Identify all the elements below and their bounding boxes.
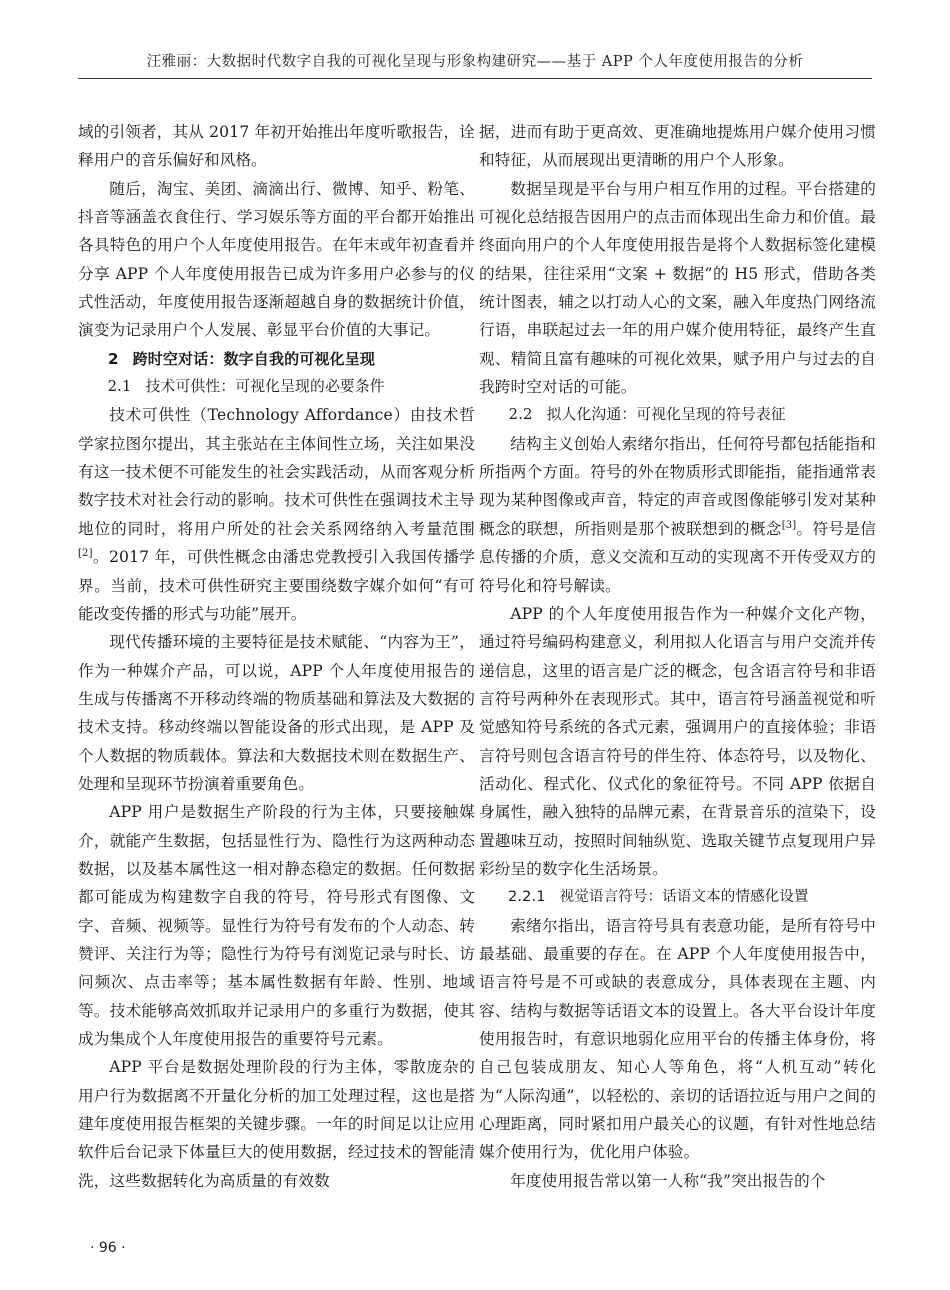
paragraph: 索绪尔指出，语言符号具有表意功能，是所有符号中最基础、最重要的存在。在 APP 个人年度使用报告中，语言符号是不可或缺的表意成分，具体表现在主题、内容、结构与数据等话语文本的设置上。各大平台设计年度使用报告时，有意识地弱化应用平台的传播主体身份，将自己包装成朋友、知心人等角色，将“人机互动”转化为“人际沟通”，以轻松的、亲切的话语拉近与用户之间的心理距离，同时紧扣用户最关心的议题，有针对性地总结媒介使用行为，优化用户体验。: [479, 916, 876, 1162]
subsubsection-number: 2.2.1: [508, 889, 546, 906]
running-header: [78, 50, 872, 71]
paragraph: 随后，淘宝、美团、滴滴出行、微博、知乎、粉笔、抖音等涵盖衣食住行、学习娱乐等方面的平台都开始推出各具特色的用户个人年度使用报告。在年末或年初查看并分享 APP 个人年度使用报告已成为许多用户必参与的仪式性活动，年度使用报告逐渐超越自身的数据统计价值，演变为记录用户个人发展、彰显平台价值的大事记。: [78, 179, 475, 340]
subsection-number: 2.1: [107, 378, 132, 396]
subsection-number: 2.2: [508, 406, 533, 424]
subsection-heading: [479, 401, 876, 429]
section-title: 跨时空对话：数字自我的可视化呈现: [132, 349, 375, 368]
citation-ref: [2]: [78, 548, 93, 560]
subsection-heading: [78, 373, 475, 401]
subsection-title: 拟人化沟通：可视化呈现的符号表征: [546, 406, 786, 424]
page-number: · 96 ·: [90, 1240, 126, 1256]
paragraph: 域的引领者，其从 2017 年初开始推出年度听歌报告，诠释用户的音乐偏好和风格。: [78, 123, 475, 170]
subsubsection-heading: [479, 883, 876, 911]
paragraph: [479, 430, 876, 600]
paragraph: 现代传播环境的主要特征是技术赋能、“内容为王”，作为一种媒介产品，可以说，APP 个人年度使用报告的生成与传播离不开移动终端的物质基础和算法及大数据的技术支持。移动终端以智能设备的形式出现，是 APP 及个人数据的物质载体。算法和大数据技术则在数据生产、处理和呈现环节扮演着重要角色。: [78, 633, 475, 793]
subsection-title: 技术可供性：可视化呈现的必要条件: [145, 378, 385, 396]
paragraph: 数据呈现是平台与用户相互作用的过程。平台搭建的可视化总结报告因用户的点击而体现出生命力和价值。最终面向用户的个人年度使用报告是将个人数据标签化建模的结果，往往采用“文案 + 数据”的 H5 形式，借助各类统计图表，辅之以打动人心的文案，融入年度热门网络流行语，串联起过去一年的用户媒介使用特征，最终产生直观、精简且富有趣味的可视化效果，赋予用户与过去的自我跨时空对话的可能。: [479, 179, 876, 397]
paragraph: APP 用户是数据生产阶段的行为主体，只要接触媒介，就能产生数据，包括显性行为、隐性行为这两种动态数据，以及基本属性这一相对静态稳定的数据。任何数据都可能成为构建数字自我的符号，符号形式有图像、文字、音频、视频等。显性行为符号有发布的个人动态、转赞评、关注行为等；隐性行为符号有浏览记录与时长、访问频次、点击率等；基本属性数据有年龄、性别、地域等。技术能够高效抓取并记录用户的多重行为数据，使其成为集成个人年度使用报告的重要符号元素。: [78, 803, 475, 1048]
section-number: 2: [108, 349, 119, 368]
paragraph: APP 的个人年度使用报告作为一种媒介文化产物，通过符号编码构建意义，利用拟人化语言与用户交流并传递信息，这里的语言是广泛的概念，包含语言符号和非语言符号两种外在表现形式。其中，语言符号涵盖视觉和听觉感知符号系统的各式元素，强调用户的直接体验；非语言符号则包含语言符号的伴生符、体态符号，以及物化、活动化、程式化、仪式化的象征符号。不同 APP 依据自身属性，融入独特的品牌元素，在背景音乐的渲染下，设置趣味互动，按照时间轴纵览、选取关键节点复现用户异彩纷呈的数字化生活场景。: [479, 604, 876, 878]
header-rule: [78, 78, 872, 79]
running-title: 汪雅丽：大数据时代数字自我的可视化呈现与形象构建研究——基于 APP 个人年度使用报告的分析: [146, 54, 804, 70]
paragraph: [78, 401, 475, 628]
paragraph-text: 。符号是信息传播的介质，意义交流和互动的实现离不开传受双方的符号化和符号解读。: [479, 519, 876, 595]
right-column: [479, 118, 876, 1195]
paragraph: APP 平台是数据处理阶段的行为主体，零散庞杂的用户行为数据离不开量化分析的加工处理过程，这也是搭建年度使用报告框架的关键步骤。一年的时间足以让应用软件后台记录下体量巨大的使用数据，经过技术的智能清洗，这些数据转化为高质量的有效数: [78, 1058, 475, 1190]
paragraph: 年度使用报告常以第一人称“我”突出报告的个: [510, 1171, 826, 1190]
subsubsection-title: 视觉语言符号：话语文本的情感化设置: [559, 889, 809, 906]
paragraph-text: 技术可供性（Technology Affordance）由技术哲学家拉图尔提出，其主张站在主体间性立场，关注如果没有这一技术便不可能发生的社会实践活动，从而客观分析数字技术对社会行动的影响。技术可供性在强调技术主导地位的同时，将用户所处的社会关系网络纳入考量范围: [78, 406, 475, 538]
section-heading: [78, 345, 475, 373]
paragraph: 据，进而有助于更高效、更准确地提炼用户媒介使用习惯和特征，从而展现出更清晰的用户个人形象。: [479, 123, 876, 170]
paragraph-text: 。2017 年，可供性概念由潘忠党教授引入我国传播学界。当前，技术可供性研究主要围绕数字媒介如何“有可能改变传播的形式与功能”展开。: [78, 548, 475, 623]
left-column: [78, 118, 475, 1195]
paragraph-text: 结构主义创始人索绪尔指出，任何符号都包括能指和所指两个方面。符号的外在物质形式即能指，能指通常表现为某种图像或声音，特定的声音或图像能够引发对某种概念的联想，所指则是那个被联想到的概念: [479, 434, 876, 538]
citation-ref: [3]: [781, 519, 797, 531]
